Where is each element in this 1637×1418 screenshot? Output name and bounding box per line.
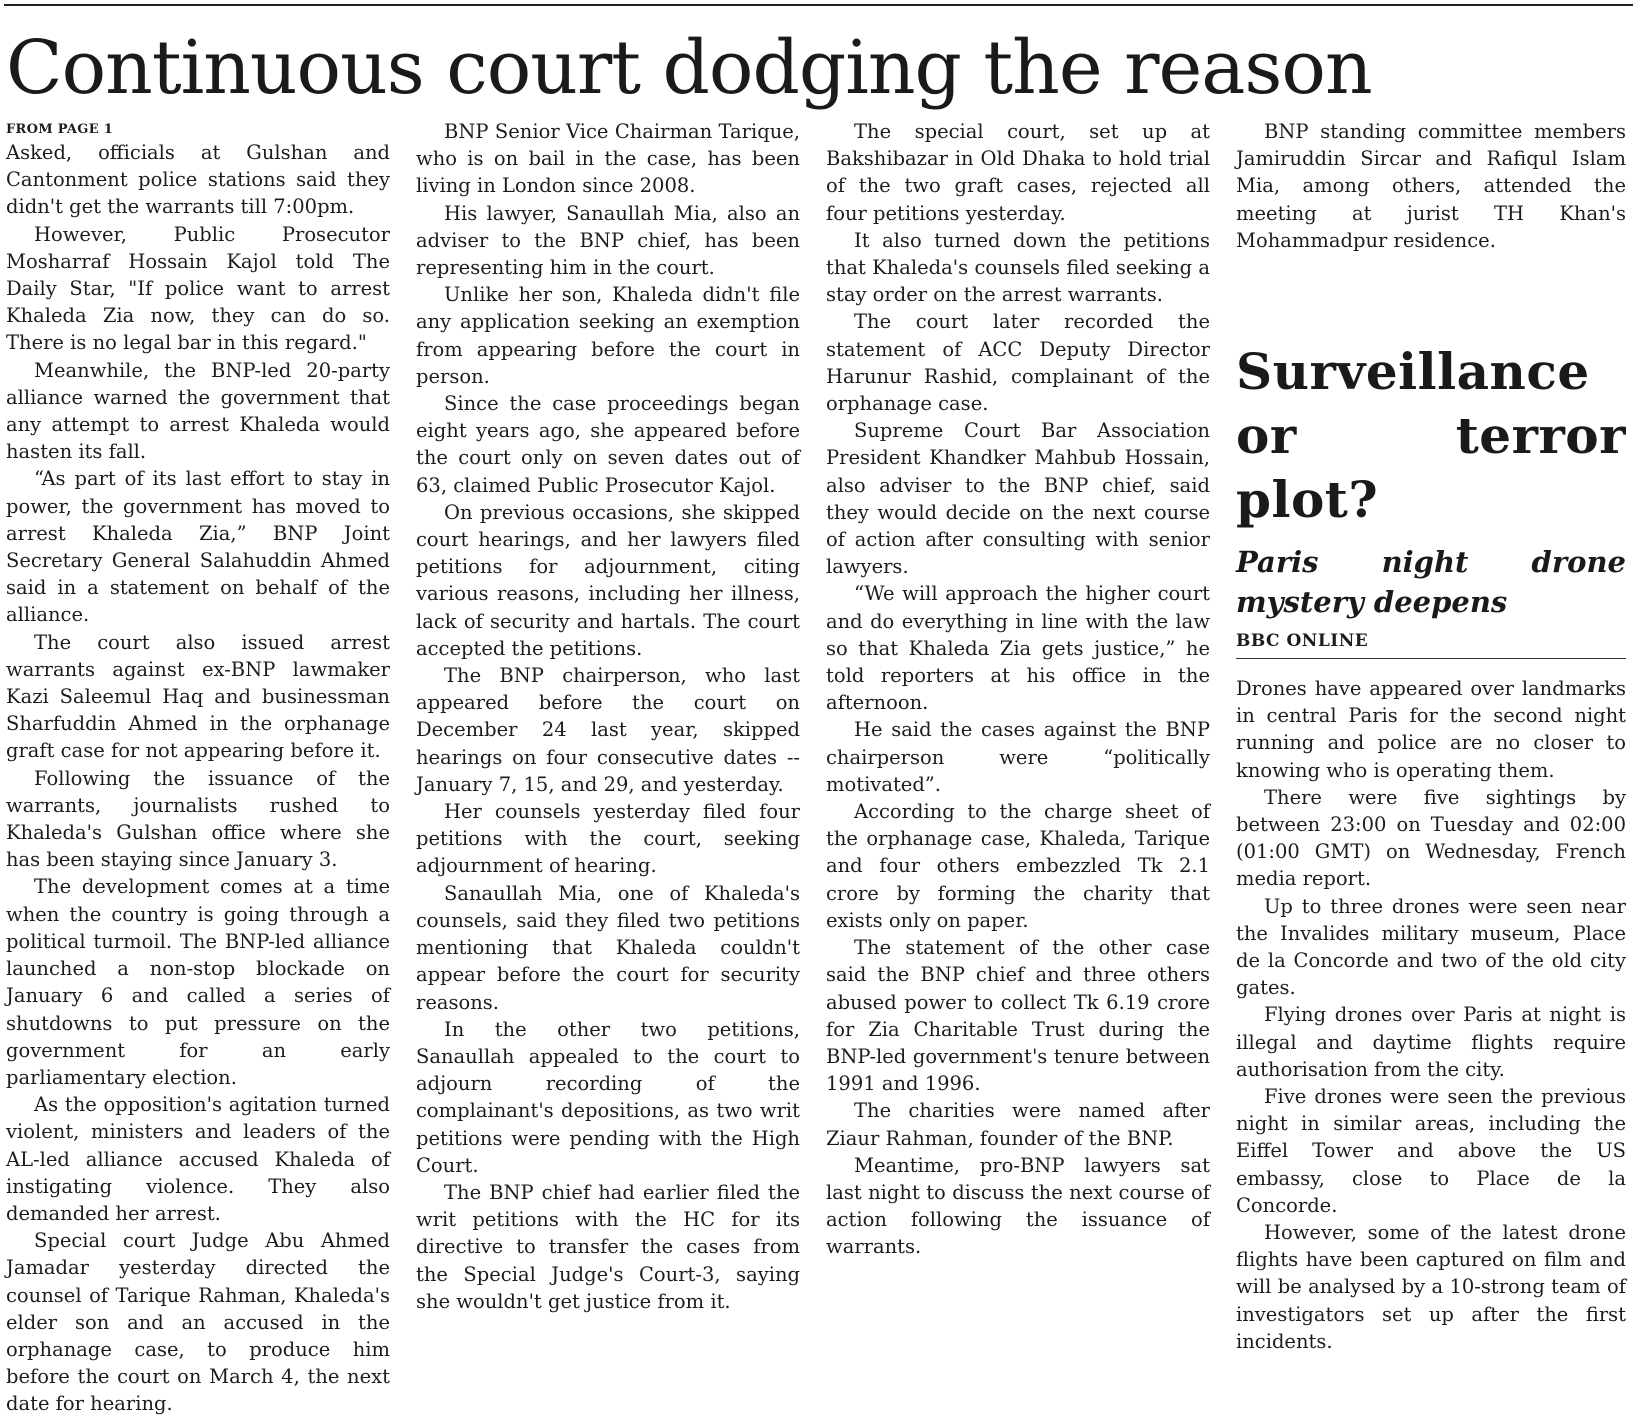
article-continuation	[1236, 118, 1626, 328]
article-paragraph: Her counsels yesterday filed four petitions with the court, seeking adjournment of hearing.	[416, 800, 800, 878]
article-column-4	[1236, 118, 1626, 1353]
article-paragraph: Meanwhile, the BNP-led 20-party alliance warned the government that any attempt to arrest Khaleda would hasten its fall.	[6, 358, 390, 464]
article-paragraph: Supreme Court Bar Association President Khandker Mahbub Hossain, also adviser to the BNP chief, said they would decide on the next course of action after consulting with senior lawyers.	[826, 419, 1210, 579]
article-paragraph: The BNP chief had earlier filed the writ petitions with the HC for its directive to transfer the cases from the Special Judge's Court-3, saying she wouldn't get justice from it.	[416, 1180, 800, 1313]
sidebar-divider	[1236, 658, 1626, 659]
article-column-2	[416, 118, 800, 1313]
article-paragraph: Special court Judge Abu Ahmed Jamadar yesterday directed the counsel of Tarique Rahman, Khaleda's elder son and an accused in the orphanage case, to produce him before the court on March 4, the next date for hearing.	[6, 1229, 390, 1416]
article-paragraph: Following the issuance of the warrants, journalists rushed to Khaleda's Gulshan office where she has been staying since January 3.	[6, 766, 390, 872]
sidebar-headline: Surveillance or terror plot?	[1236, 342, 1626, 529]
sidebar-paragraph: There were five sightings by between 23:00 on Tuesday and 02:00 (01:00 GMT) on Wednesday, French media report.	[1236, 785, 1626, 891]
article-paragraph: The court later recorded the statement of ACC Deputy Director Harunur Rashid, complainant of the orphanage case.	[826, 310, 1210, 416]
article-column-3	[826, 118, 1210, 1278]
article-paragraph: He said the cases against the BNP chairperson were “politically motivated”.	[826, 718, 1210, 796]
article-paragraph: “We will approach the higher court and do everything in line with the law so that Khaleda Zia gets justice,” he told reporters at his office in the afternoon.	[826, 582, 1210, 715]
article-paragraph: Since the case proceedings began eight years ago, she appeared before the court only on seven dates out of 63, claimed Public Prosecutor Kajol.	[416, 392, 800, 497]
article-paragraph: On previous occasions, she skipped court hearings, and her lawyers filed petitions for adjournment, citing various reasons, including her illness, lack of security and hartals. The court accepted the petitions.	[416, 500, 800, 660]
sidebar-story	[1236, 340, 1626, 1355]
article-paragraph: Meantime, pro-BNP lawyers sat last night to discuss the next course of action following the issuance of warrants.	[826, 1153, 1210, 1259]
sidebar-paragraph: Flying drones over Paris at night is illegal and daytime flights require authorisation from the city.	[1236, 1003, 1626, 1081]
article-paragraph: Asked, officials at Gulshan and Cantonment police stations said they didn't get the warrants till 7:00pm.	[6, 141, 390, 219]
article-paragraph: His lawyer, Sanaullah Mia, also an adviser to the BNP chief, has been representing him in the court.	[416, 201, 800, 280]
article-paragraph: However, Public Prosecutor Mosharraf Hossain Kajol told The Daily Star, "If police want to arrest Khaleda Zia now, they can do so. There is no legal bar in this regard."	[6, 222, 390, 355]
article-paragraph: In the other two petitions, Sanaullah appealed to the court to adjourn recording of the complainant's depositions, as two writ petitions were pending with the High Court.	[416, 1017, 800, 1177]
article-paragraph: As the opposition's agitation turned violent, ministers and leaders of the AL-led alliance accused Khaleda of instigating violence. They also demanded her arrest.	[6, 1093, 390, 1225]
sidebar-paragraph: Up to three drones were seen near the Invalides military museum, Place de la Concorde and two of the old city gates.	[1236, 894, 1626, 1000]
article-paragraph: According to the charge sheet of the orphanage case, Khaleda, Tarique and four others embezzled Tk 2.1 crore by forming the charity that exists only on paper.	[826, 800, 1210, 932]
article-paragraph: BNP standing committee members Jamiruddin Sircar and Rafiqul Islam Mia, among others, attended the meeting at jurist TH Khan's Mohammadpur residence.	[1236, 120, 1626, 252]
article-column-1	[6, 118, 390, 1416]
article-paragraph: The special court, set up at Bakshibazar in Old Dhaka to hold trial of the two graft cases, rejected all four petitions yesterday.	[826, 120, 1210, 225]
article-paragraph: “As part of its last effort to stay in power, the government has moved to arrest Khaleda Zia,” BNP Joint Secretary General Salahuddin Ahmed said in a statement on behalf of the alliance.	[6, 467, 390, 627]
article-paragraph: Sanaullah Mia, one of Khaleda's counsels, said they filed two petitions mentioning that Khaleda couldn't appear before the court for security reasons.	[416, 881, 800, 1014]
article-headline: Continuous court dodging the reason	[6, 25, 1372, 111]
sidebar-paragraph: However, some of the latest drone flights have been captured on film and will be analysed by a 10-strong team of investigators set up after the first incidents.	[1236, 1221, 1626, 1353]
article-paragraph: BNP Senior Vice Chairman Tarique, who is on bail in the case, has been living in London since 2008.	[416, 120, 800, 198]
article-paragraph: Unlike her son, Khaleda didn't file any application seeking an exemption from appearing before the court in person.	[416, 283, 800, 388]
article-paragraph: The development comes at a time when the country is going through a political turmoil. The BNP-led alliance launched a non-stop blockade on January 6 and called a series of shutdowns to put pressure on the government for an early parliamentary election.	[6, 875, 390, 1089]
article-paragraph: It also turned down the petitions that Khaleda's counsels filed seeking a stay order on the arrest warrants.	[826, 228, 1210, 307]
sidebar-body	[1236, 675, 1626, 1355]
article-paragraph: The BNP chairperson, who last appeared before the court on December 24 last year, skipped hearings on four consecutive dates -- January 7, 15, and 29, and yesterday.	[416, 664, 800, 796]
jump-label: FROM PAGE 1	[6, 122, 114, 137]
article-paragraph: The court also issued arrest warrants against ex-BNP lawmaker Kazi Saleemul Haq and businessman Sharfuddin Ahmed in the orphanage graft case for not appearing before it.	[6, 630, 390, 763]
article-paragraph: The statement of the other case said the BNP chief and three others abused power to collect Tk 6.19 crore for Zia Charitable Trust during the BNP-led government's tenure between 1991 and 1996.	[826, 936, 1210, 1096]
sidebar-deck: Paris night drone mystery deepens	[1236, 545, 1626, 619]
sidebar-source: BBC ONLINE	[1236, 631, 1369, 651]
sidebar-paragraph: Drones have appeared over landmarks in central Paris for the second night running and police are no closer to knowing who is operating them.	[1236, 677, 1626, 782]
sidebar-paragraph: Five drones were seen the previous night in similar areas, including the Eiffel Tower and above the US embassy, close to Place de la Concorde.	[1236, 1085, 1626, 1217]
top-rule	[4, 4, 1633, 6]
article-paragraph: The charities were named after Ziaur Rahman, founder of the BNP.	[826, 1099, 1210, 1150]
